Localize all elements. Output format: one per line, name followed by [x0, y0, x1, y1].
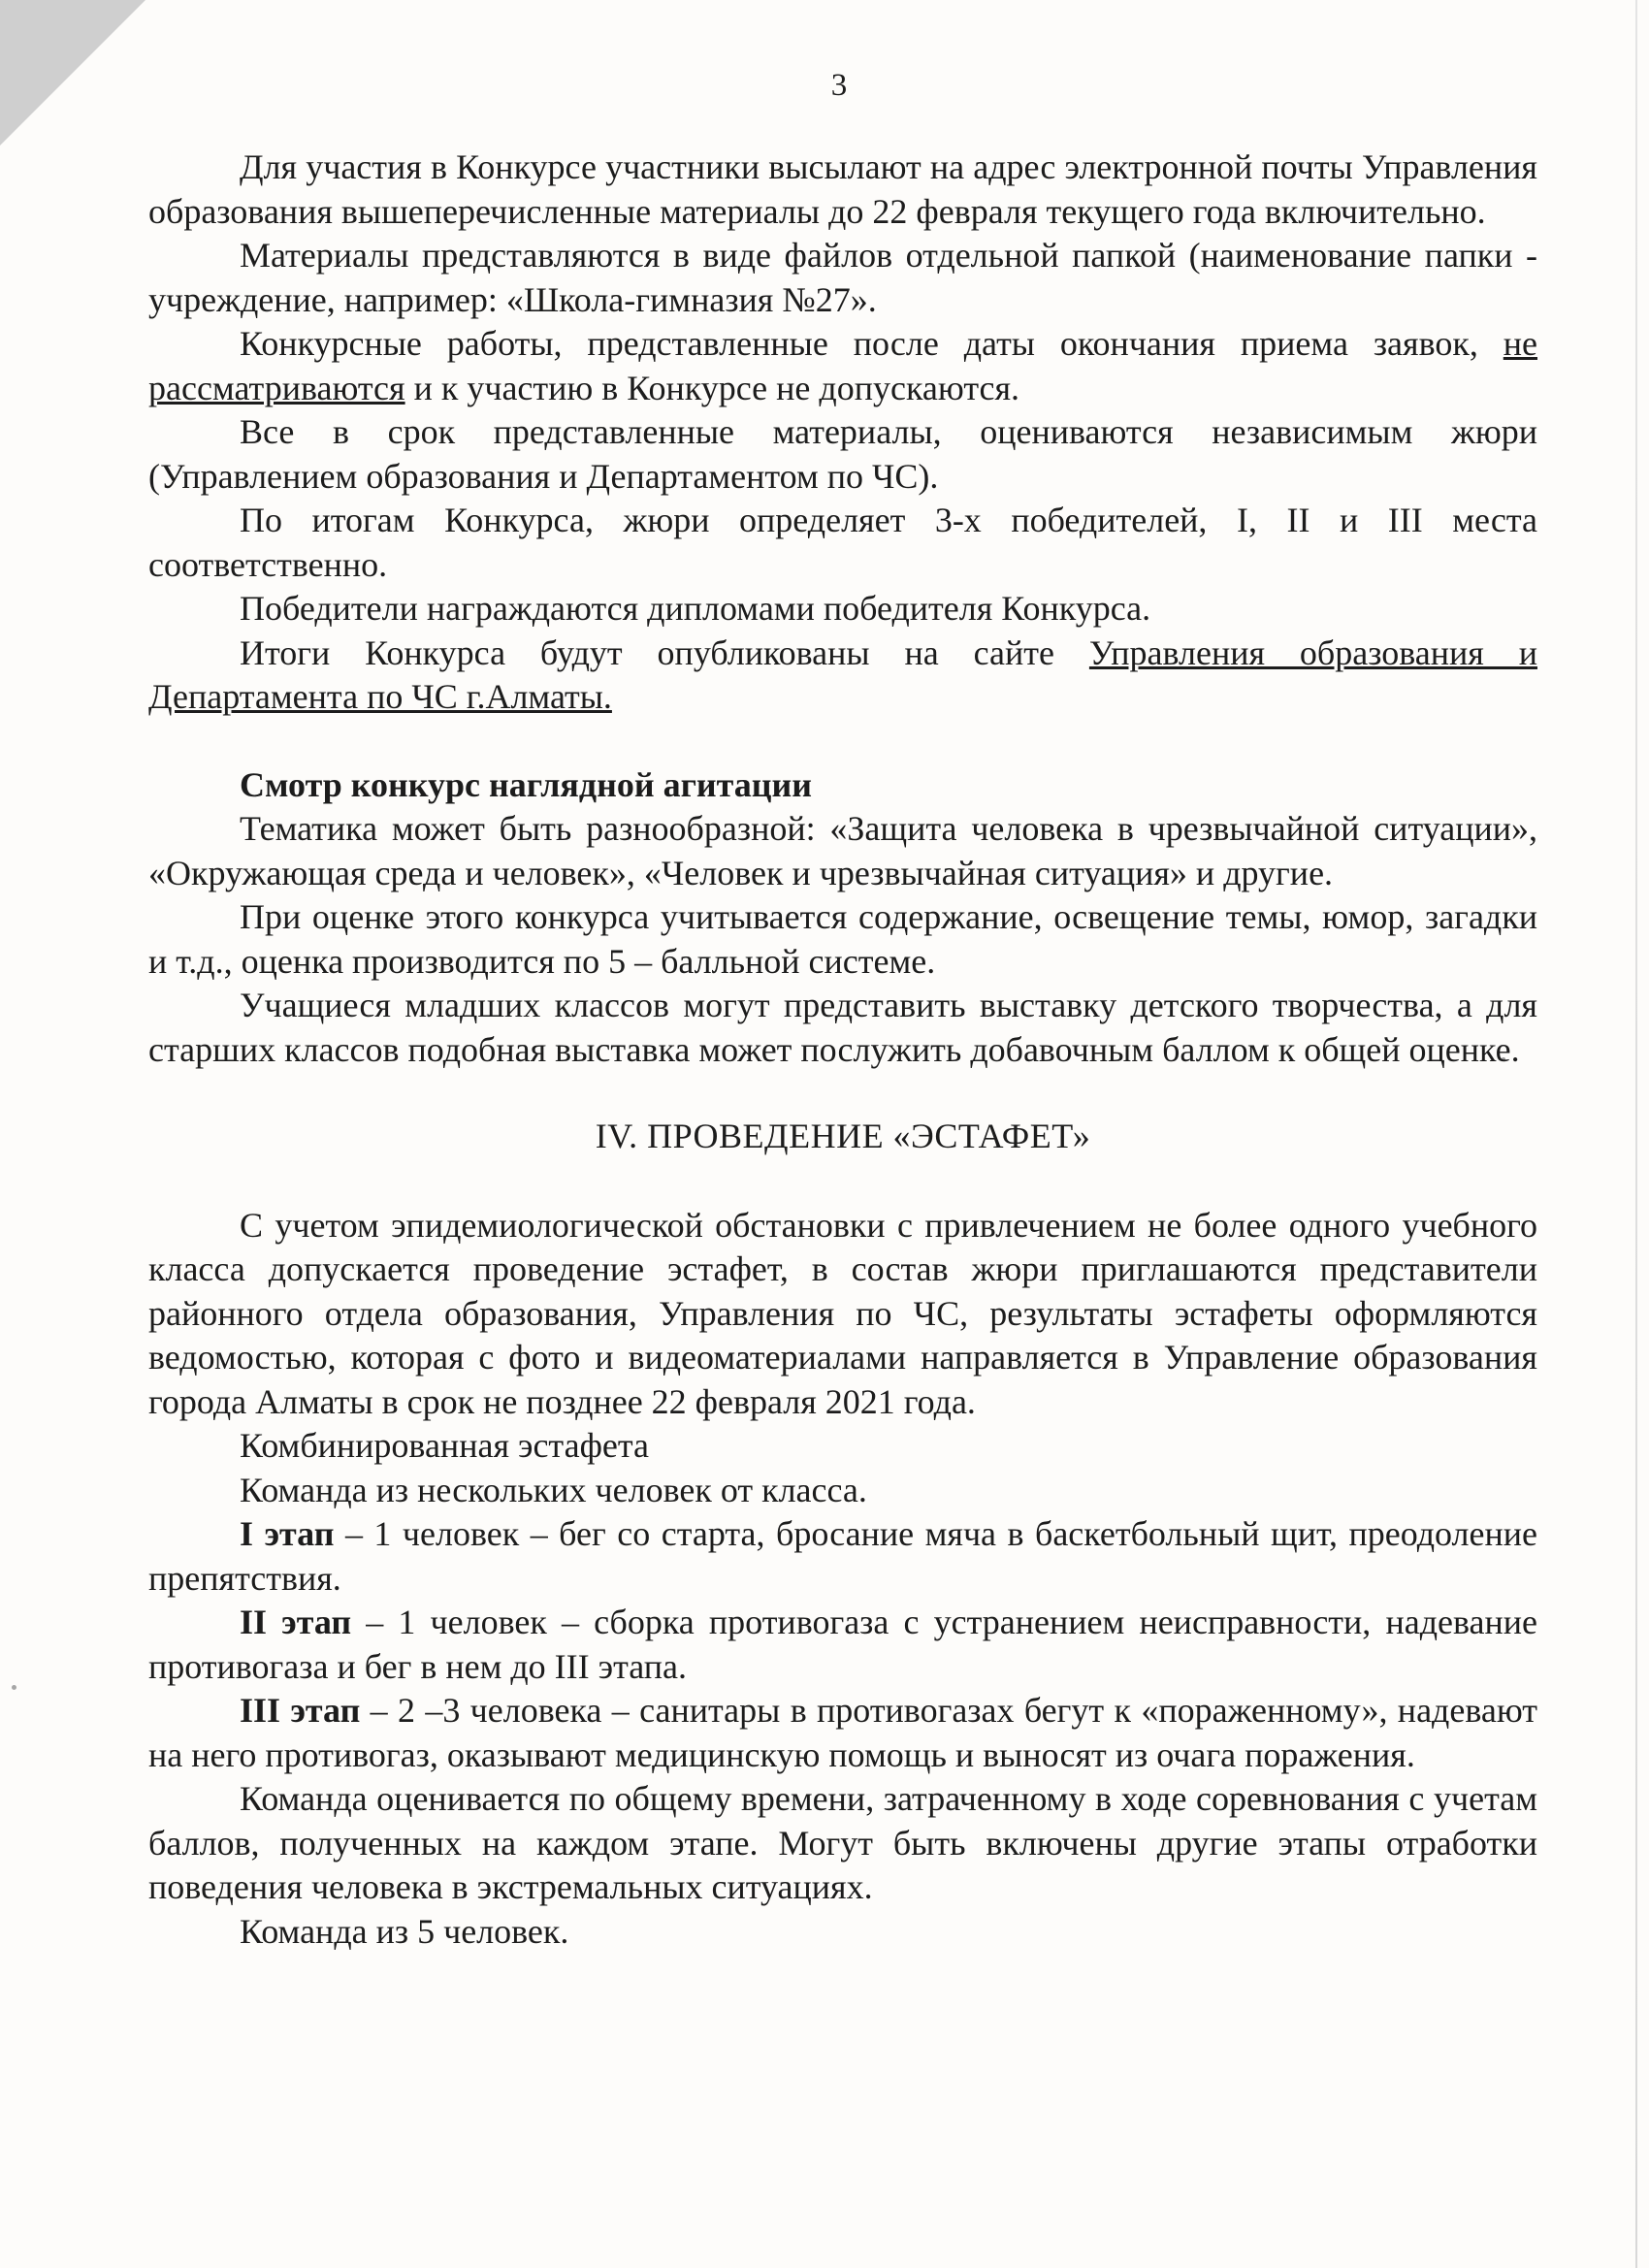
paragraph: По итогам Конкурса, жюри определяет 3-х победителей, I, II и III места соответственно. — [148, 501, 1537, 584]
paragraph: Команда из 5 человек. — [240, 1911, 569, 1951]
paragraph: Тематика может быть разнообразной: «Защита человека в чрезвычайной ситуации», «Окружающая среда и человек», «Человек и чрезвычайная ситуация» и другие. — [148, 809, 1537, 892]
paragraph: Все в срок представленные материалы, оцениваются независимым жюри (Управлением образования и Департаментом по ЧС). — [148, 412, 1537, 496]
paragraph: С учетом эпидемиологической обстановки с привлечением не более одного учебного класса допускается проведение эстафет, в состав жюри приглашаются представители районного отдела образования, Управления по ЧС, результаты эстафеты оформляются ведомостью, которая с фото и видеоматериалами направляется в Управление образования города Алматы в срок не позднее 22 февраля 2021 года. — [148, 1205, 1537, 1421]
stage-paragraph — [148, 1601, 1537, 1689]
stage-paragraph — [148, 1512, 1537, 1601]
section-title: IV. ПРОВЕДЕНИЕ «ЭСТАФЕТ» — [595, 1117, 1091, 1155]
paragraph: Учащиеся младших классов могут представить выставку детского творчества, а для старших классов подобная выставка может послужить добавочным баллом к общей оценке. — [148, 986, 1537, 1069]
paragraph: Команда из нескольких человек от класса. — [240, 1470, 867, 1509]
text-run: – 1 человек – бег со старта, бросание мяча в баскетбольный щит, преодоление препятствия. — [148, 1514, 1537, 1598]
stage-paragraph — [148, 1689, 1537, 1777]
scan-speck — [12, 1685, 16, 1690]
text-run: – 2 –3 человека – санитары в противогазах бегут к «пораженному», надевают на него противогаз, оказывают медицинскую помощь и выносят из очага поражения. — [148, 1691, 1537, 1774]
paragraph: Комбинированная эстафета — [240, 1426, 650, 1465]
paragraph: Победители награждаются дипломами победителя Конкурса. — [240, 589, 1151, 628]
text-run: Конкурсные работы, представленные после даты окончания приема заявок, — [240, 324, 1504, 363]
paragraph: Команда оценивается по общему времени, затраченному в ходе соревнования с учетам баллов, полученных на каждом этапе. Могут быть включены другие этапы отработки поведения человека в экстремальных ситуациях. — [148, 1779, 1537, 1906]
paragraph — [148, 632, 1537, 720]
text-run: и к участию в Конкурсе не допускаются. — [404, 368, 1020, 407]
stage-label: I этап — [240, 1514, 335, 1553]
document-body — [148, 146, 1537, 1954]
underlined-text: Управления образования и Департамента по ЧС г.Алматы. — [148, 632, 1537, 716]
text-run: Итоги Конкурса будут опубликованы на сайте — [240, 632, 1089, 672]
stage-label: II этап — [240, 1603, 352, 1641]
stage-label: III этап — [240, 1691, 361, 1730]
subsection-heading: Смотр конкурс наглядной агитации — [240, 764, 813, 804]
underlined-text: не рассматриваются — [148, 324, 1537, 407]
page-number: 3 — [830, 68, 848, 103]
paragraph: Для участия в Конкурсе участники высылают на адрес электронной почты Управления образования вышеперечисленные материалы до 22 февраля текущего года включительно. — [148, 147, 1537, 231]
scan-edge — [1635, 0, 1637, 2268]
text-run: – 1 человек – сборка противогаза с устранением неисправности, надевание противогаза и бег в нем до III этапа. — [148, 1603, 1537, 1686]
paragraph: Материалы представляются в виде файлов отдельной папкой (наименование папки - учреждение, например: «Школа-гимназия №27». — [148, 236, 1537, 319]
paragraph: При оценке этого конкурса учитывается содержание, освещение темы, юмор, загадки и т.д., оценка производится по 5 – балльной системе. — [148, 897, 1537, 981]
paragraph — [148, 322, 1537, 410]
